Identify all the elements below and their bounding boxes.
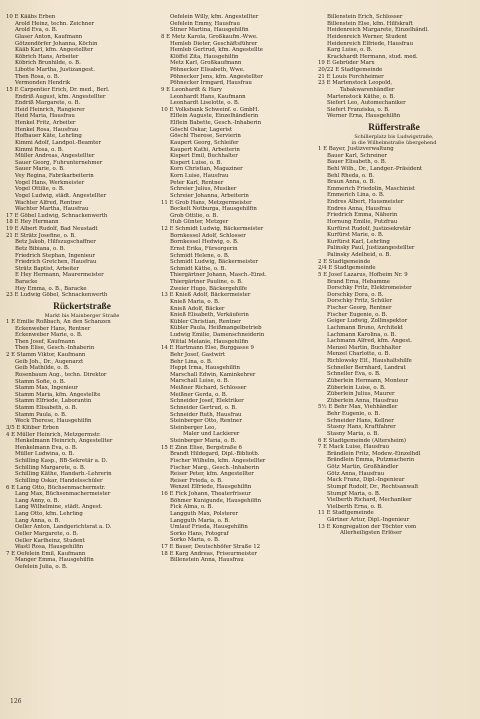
- resident-entry: Endriß August, kfm. Angestellter: [15, 93, 106, 100]
- resident-entry: Steinberger Otto, Rentner: [170, 418, 242, 425]
- resident-entry: Lang Wilhelmine, städt. Angest.: [15, 504, 103, 511]
- house-entry: 15 E Carpentier Erich, Dr. med., Berl.: [6, 86, 110, 93]
- house-entry: 2/4 E Stadtgemeinde: [318, 265, 376, 272]
- resident-entry: Kurfürst Rudolf, Justizsekretär: [327, 225, 411, 232]
- resident-entry: Klöffel Zita, Hausgehilfin: [170, 53, 239, 60]
- resident-entry: Vey Regina, Fabrikarbeiterin: [15, 173, 94, 179]
- house-entry: 1 E Emilie Roßbach, An den Schanzen: [6, 318, 111, 325]
- house-entry: 3/5 E Klüber Erben: [6, 424, 59, 431]
- resident-entry: Wachter Martha, Hausfrau: [15, 206, 89, 213]
- resident-entry: Ludwig Emilie, Damenschneiderin: [170, 332, 265, 338]
- resident-entry: Stiner Martina, Hausgehilfin: [170, 27, 249, 34]
- resident-entry: Hornung Emilie, Putzfrau: [327, 218, 398, 225]
- street-description: in die Wilhelmstraße übergehend: [351, 140, 437, 146]
- resident-entry: Steinberger Leo,: [170, 424, 217, 431]
- resident-entry: Heid Heinrich, Rangierer: [15, 106, 85, 113]
- resident-entry: Kispert Emil, Buchhalter: [170, 153, 238, 160]
- resident-entry: Elflein Babette, Gesch.-Inhaberin: [170, 120, 262, 126]
- resident-entry: Manger Emma, Hausgehilfin: [15, 557, 94, 564]
- house-entry: 6 E Stadtgemeinde (Altersheim): [318, 437, 406, 444]
- resident-entry: Heidenreich Margarete, Einzelhändl.: [327, 27, 429, 34]
- resident-entry: Heidenreich Werner, Student: [327, 33, 407, 40]
- house-entry: 2 E Stadtgemeinde: [318, 258, 371, 265]
- resident-entry: Wenzel Elfriede, Hausgehilfin: [170, 484, 252, 491]
- resident-entry: Knieß Maria, o. B.: [170, 298, 220, 305]
- resident-entry: Bauer Karl, Schreiner: [327, 152, 388, 159]
- resident-entry: Karg Luise, o. B.: [327, 47, 373, 54]
- resident-entry: Oeller Margarete, o. B.: [15, 530, 79, 537]
- resident-entry: Brandt Hildegard, Dipl.-Bibliotb.: [170, 451, 260, 458]
- resident-entry: Eckenweber Hans, Rentner: [15, 325, 91, 332]
- resident-entry-continued: Maler und Lackierer: [183, 431, 240, 438]
- resident-entry: E Hey Hermann, Maurermeister: [15, 272, 104, 279]
- resident-entry: Strätz Baptist, Arbeiter: [15, 265, 80, 272]
- resident-entry: Stamm Elisabeth, o. B.: [15, 405, 78, 411]
- house-entry: 13 E Kongregation der Töchter vom: [318, 523, 417, 530]
- resident-entry: Hub Günter, Metzger: [170, 219, 229, 226]
- resident-entry: Köbrich Hans, Arbeiter: [15, 53, 79, 60]
- resident-entry: Endres Albert, Hausmeister: [327, 199, 404, 205]
- resident-entry: Rosenbaum Aug., techn. Direktor: [15, 371, 107, 378]
- resident-entry: Henkelmann Heinrich, Angestellter: [15, 438, 113, 445]
- resident-entry: Leonhardt Hans, Kaufmann: [170, 93, 246, 100]
- resident-entry: Behr Lina, o. B.: [170, 358, 213, 365]
- house-entry: 21 E Louis Forchheimer: [318, 73, 384, 80]
- resident-entry: Kurfürst Karl, Lehrling: [327, 238, 390, 245]
- resident-entry: Schneider Josef, Elektriker: [170, 398, 244, 405]
- house-entry: 2 E Stamm Viktor, Kaufmann: [6, 352, 86, 358]
- house-entry: 17 E Bauer, Deutschhöfer Straße 12: [161, 544, 261, 550]
- resident-entry: Friedrich Emma, Näherin: [327, 212, 398, 219]
- resident-entry: Lachmann Alfred, kfm. Angest.: [327, 338, 412, 345]
- resident-entry: Stasny Maria, o. B.: [327, 430, 379, 437]
- street-description: Markt bis Mainberger Straße: [44, 312, 120, 319]
- resident-entry: Lang Max, Büchsenmachermeister: [15, 491, 111, 498]
- resident-entry: Schneider Ruth, Hausfrau: [170, 411, 242, 418]
- resident-entry: Schmidt Ludwig, Bäckermeister: [170, 259, 259, 266]
- resident-entry: Stamm Paula, o. B.: [15, 411, 67, 418]
- resident-entry: Fischer Wilhelm, kfm. Angestellter: [170, 457, 266, 464]
- resident-entry: Gärtner Artur, Dipl.-Ingenieur: [327, 517, 410, 523]
- resident-entry: Göschl Oskar, Lagerist: [170, 126, 232, 133]
- resident-entry: Fischer Eugenie, o. B.: [327, 311, 388, 318]
- resident-entry: Brand Erna, Hebamme: [327, 278, 390, 285]
- resident-entry: Baracke: [15, 279, 38, 285]
- resident-entry: Fischer Georg, Rentner: [327, 305, 392, 311]
- resident-entry: Schmidt Käthe, o. B.: [170, 265, 227, 272]
- resident-entry: Hey Emma, o. B., Baracke: [15, 285, 87, 292]
- resident-entry: Oeller Anton, Landgerichtsrat a. D.: [15, 524, 112, 531]
- resident-entry: Billenstein Erich, Schlosser: [327, 14, 403, 20]
- resident-entry: Steinberger Maria, o. B.: [170, 438, 237, 444]
- resident-entry: Fick Alma, o. B.: [170, 504, 214, 511]
- resident-entry-continued: Tabakwarenhändler: [340, 86, 395, 93]
- resident-entry: Endres Anna, Hausfrau: [327, 205, 391, 212]
- house-entry: 4 E Müller Heinrich, Metzgermstr.: [6, 431, 101, 438]
- resident-entry: Bornkessel Adolf, Schlosser: [170, 232, 246, 239]
- resident-entry: Billenstein Anna, Hausfrau: [170, 557, 244, 564]
- resident-entry: Reiser Peter, kfm. Angestellter: [170, 471, 254, 478]
- house-entry: 23 E Ludwig Göbel, Schnackenwerth: [6, 292, 108, 299]
- resident-entry: Martenstock Käthe, o. B.: [327, 93, 396, 100]
- resident-entry: Henkelmann Eva, o. B.: [15, 444, 78, 451]
- resident-entry: Kübler Paula, Heißmangelbetrieb: [170, 325, 262, 332]
- resident-entry: Schneider Hans, Kellner: [327, 417, 394, 424]
- house-entry: 5½ E Behr Max, Viehhändler: [318, 404, 398, 411]
- resident-entry: Pöhnecker Jens, kfm. Angestellter: [170, 73, 263, 80]
- resident-entry: Langguth Maria, o. B.: [170, 517, 230, 524]
- resident-entry: Mack Franz, Dipl.-Ingenieur: [327, 477, 405, 484]
- resident-entry: Brändlein Emma, Putzmacherin: [327, 457, 415, 464]
- resident-entry: Vielberth Richard, Mechaniker: [327, 497, 412, 504]
- resident-entry: Umlauf Frieda, Hausgehilfin: [170, 524, 248, 531]
- house-entry: 10 E Kääbs Erben: [6, 14, 56, 20]
- resident-entry: Korn Luise, Hausfrau: [170, 173, 229, 179]
- resident-entry: Endriß Margarete, o. B.: [15, 100, 81, 107]
- resident-entry: Behr Eugenie, o. B.: [327, 411, 381, 417]
- resident-entry: Müller Andreas, Angestellter: [15, 153, 95, 160]
- resident-entry: Oefelein Willy, kfm. Angestellter: [170, 14, 259, 20]
- resident-entry: Thiergärtner Pauline, o. B.: [170, 279, 243, 285]
- resident-entry: Brändlein Fritz, Modew.-Einzelhdl: [327, 450, 421, 457]
- resident-entry: Behr Josef, Gastwirt: [170, 351, 226, 358]
- resident-entry: Kübler Christian, Rentner: [170, 318, 241, 325]
- house-entry: 9 E Leonhardt & Hary: [161, 86, 222, 93]
- resident-entry: Betz Jakob, Hilfszugschaffner: [15, 239, 96, 246]
- resident-entry: Schreier Johanna, Arbeiterin: [170, 192, 249, 199]
- street-heading: Rüfferstraße: [368, 123, 420, 133]
- house-entry: 23 E Martenstock Leopold,: [318, 80, 393, 87]
- resident-entry: Sorko Maria, o. B.: [170, 537, 220, 544]
- resident-entry: Dorschky Fritz, Elektromeister: [327, 285, 412, 292]
- house-entry: 16 E Fick Johann, Theaterfriseur: [161, 491, 251, 497]
- house-entry: 11 E Grob Hans, Metzgermeister: [161, 199, 252, 206]
- resident-entry: Then Elise, Gesch.-Inhaberin: [15, 345, 95, 352]
- resident-entry: Kaupert Kathi, Arbeiterin: [170, 146, 240, 153]
- house-entry: 13 E Knieß Adolf, Bäckermeister: [161, 292, 251, 299]
- resident-entry: Züberlein Anna, Hausfrau: [327, 397, 399, 404]
- resident-entry: Geib Mathilde, o. B.: [15, 365, 70, 372]
- resident-entry: Götzendörfer Johanna, Köchin: [15, 40, 98, 47]
- house-entry: 6 E Lang Otto, Büchsenmachermstr.: [6, 484, 106, 491]
- resident-entry: Meißner Richard, Schlosser: [170, 385, 247, 391]
- column-right: [318, 14, 470, 537]
- resident-entry: Pöhnecker Elisabeth, Wwe.: [170, 67, 245, 73]
- resident-entry: Hemleb Dieter, Geschäftsführer: [170, 40, 258, 47]
- house-entry: 19 E Albert Rudolf, Bad Neustadt: [6, 226, 98, 232]
- resident-entry: Pöhnecker Irmgard, Hausfrau: [170, 80, 252, 87]
- resident-entry: Sauer Georg, Fuhrunternehmer: [15, 159, 103, 166]
- resident-entry: Kimmi Adolf, Landpol.-Beamter: [15, 139, 102, 146]
- resident-entry: Krackhardt Hermann, stud. med.: [327, 53, 418, 60]
- house-entry: 20/22 E Stadtgemeinde: [318, 67, 383, 73]
- house-entry: 12 E Schmidt Ludwig, Bäckermeister: [161, 226, 264, 232]
- house-entry: 11 E Stadtgemeinde: [318, 510, 374, 517]
- resident-entry: Köbrich Brunhilde, o. B.: [15, 60, 81, 67]
- resident-entry: Knieß Adolf, Bäcker: [170, 305, 225, 312]
- resident-entry: Reiser Frieda, o. B.: [170, 477, 223, 484]
- resident-entry: Stumpf Rudolf, Dr., Rechtsanwalt: [327, 483, 419, 490]
- resident-entry: Thiergärtner Johann, Masch.-Einst.: [170, 272, 267, 279]
- resident-entry: Müller Ludwina, o. B.: [15, 451, 75, 458]
- resident-entry: Menzel Charlotte, o. B.: [327, 351, 391, 358]
- resident-entry: Schneider Gertrud, o. B.: [170, 404, 237, 411]
- resident-entry: Oefelein Julia, o. B.: [15, 564, 68, 570]
- resident-entry: Vogel Ottilie, o. B.: [15, 186, 65, 193]
- resident-entry: Kääb Karl, kfm. Angestellter: [15, 47, 93, 54]
- resident-entry: Kispert Luise, o. B.: [170, 159, 223, 166]
- house-entry: 10 E Volksbank Schweinf. e. GmbH.: [161, 106, 260, 113]
- resident-entry: Schneller Eva, o. B.: [327, 371, 381, 378]
- resident-entry: Wastl Rosa, Hausgehilfin: [15, 544, 84, 551]
- resident-entry: Bornkessel Hedwig, o. B.: [170, 239, 239, 246]
- resident-entry: Peter Karl, Rentner: [170, 179, 224, 186]
- house-entry: 21 E Strätz Josefine, o. B.: [6, 232, 76, 239]
- resident-entry: Elflein Auguste, Einzelhändlerin: [170, 113, 259, 120]
- resident-entry: Kimmi Rosa, o. B.: [15, 146, 64, 153]
- resident-entry: Friedrich Gretchen, Hausfrau: [15, 259, 97, 266]
- resident-entry: Vermonden Hendrik: [15, 80, 71, 87]
- house-entry: 7 E Oefelein Emil, Kaufmann: [6, 550, 86, 557]
- resident-entry: Hemleb Gertrud, kfm. Angestellte: [170, 47, 263, 54]
- column-middle: [161, 14, 313, 564]
- resident-entry: Kurfürst Marie, o. B.: [327, 232, 384, 239]
- resident-entry: Sorko Hans, Fotograf: [170, 530, 229, 537]
- resident-entry: Oeller Karlheinz, Student: [15, 537, 85, 544]
- resident-entry: Vielberth Erna, o. B.: [327, 503, 383, 510]
- resident-entry: Lang Anna, o. B.: [15, 517, 61, 524]
- resident-entry: Oefelein Emmy, Hausfrau: [170, 20, 240, 27]
- resident-entry: Bauer Elisabeth, o. B.: [327, 159, 387, 166]
- resident-entry: Stumpf Maria, o. B.: [327, 490, 381, 497]
- resident-entry: Götz Anna, Hausfrau: [327, 470, 385, 477]
- street-description: Schillerplatz bis Ludwigstraße,: [354, 134, 434, 140]
- resident-entry: Kaupert Georg, Schleifer: [170, 139, 239, 146]
- house-entry: 7 E Mack Luise, Hausfrau: [318, 444, 390, 451]
- resident-entry: Knieß Elisabeth, Verkäuferin: [170, 312, 249, 319]
- resident-entry: Stamm Max, Ingenieur: [15, 385, 78, 392]
- resident-entry: Heidenreich Elfriede, Hausfrau: [327, 40, 414, 47]
- resident-entry: Dorschky Fritz, Schüler: [327, 298, 393, 305]
- street-heading: Rückertstraße: [53, 301, 111, 312]
- resident-entry: Böhmer Kunigunde, Hausgehilfin: [170, 497, 262, 504]
- resident-entry: Palinsky Paul, Justizangestellter: [327, 245, 415, 252]
- resident-entry: Hofbauer Käte, Lehrling: [15, 133, 82, 140]
- resident-entry: Göschl Therese, Servierin: [170, 133, 241, 140]
- resident-entry: Metz Karl, Großkaufmann: [170, 60, 242, 67]
- resident-entry: Fischer Marg., Gesch.-Inhaberin: [170, 464, 260, 471]
- resident-entry: Schilling Kasp., BB-Sekretär a. D.: [15, 458, 108, 464]
- resident-entry: Henkel Fritz, Arbeiter: [15, 120, 76, 126]
- resident-entry: Züberlein Hermann, Monteur: [327, 377, 409, 384]
- resident-entry: Züberlein Luise, o. B.: [327, 384, 386, 391]
- resident-entry: Siefert Franziska, o. B.: [327, 106, 390, 113]
- resident-entry: Betz Bibiana, o. B.: [15, 245, 66, 252]
- resident-entry: Sauer Marie, o. B.: [15, 166, 65, 173]
- resident-entry: Ernst Erika, Fürsorgerin: [170, 245, 238, 252]
- house-entry: 18 E Karg Andreas, Friseurmeister: [161, 550, 257, 557]
- resident-entry: Götz Martin, Großhändler: [327, 464, 399, 470]
- resident-entry: Lachmann Karolina, o. B.: [327, 331, 397, 338]
- house-entry: 19 E Gebrüder Marx: [318, 60, 375, 67]
- house-entry: 15 E Zinn Elise, Bergstraße 6: [161, 444, 242, 451]
- resident-entry: Wittal Melanie, Hausgehilfin: [170, 338, 249, 345]
- resident-entry: Lang Anny, o. B.: [15, 497, 60, 504]
- house-entry: 14 E Hartmann Else, Burggasse 9: [161, 345, 254, 352]
- resident-entry: Heppt Irma, Hausgehilfin: [170, 365, 240, 372]
- resident-entry-continued: Allerheiligsten Erlöser: [340, 530, 402, 537]
- resident-entry: Stasny Hans, Kraftfahrer: [327, 424, 396, 431]
- resident-entry: Billenstein Else, kfm. Hilfskraft: [327, 20, 413, 27]
- resident-entry: Schreier Julius, Musiker: [170, 186, 237, 193]
- resident-entry: Geiger Ludwig, Zollinspektor: [327, 318, 408, 325]
- resident-entry: Meißner Gerda, o. B.: [170, 391, 228, 398]
- resident-entry: Züberlein Julius, Maurer: [327, 391, 395, 398]
- resident-entry: Schneller Bernhard, Landrat: [327, 364, 406, 371]
- resident-entry: Friedrich Stephan, Ingenieur: [15, 252, 95, 259]
- resident-entry: Glaser Anton, Kaufmann: [15, 33, 83, 40]
- resident-entry: Dorschky Dora, o. B.: [327, 291, 384, 298]
- house-entry: 1 E Bayer, Justizverwaltung: [318, 146, 394, 152]
- resident-entry: Menzel Martin, Buchhalter: [327, 344, 402, 351]
- resident-entry: Geib Joh., Dr., Augenarzt: [15, 358, 84, 365]
- resident-entry: Leonhardt Liselotte, o. B.: [170, 100, 240, 107]
- resident-entry: Stamm Maria, kfm. Angestellte: [15, 391, 101, 398]
- resident-entry: Schilling Oskar, Handelsschüler: [15, 477, 103, 484]
- resident-entry: Schilling Margarete, o. B.: [15, 464, 86, 471]
- resident-entry: Marschall Edwin, Kaminkehrer: [170, 371, 256, 378]
- column-left: [6, 14, 158, 571]
- resident-entry: Werner Erna, Hausgehilfin: [327, 113, 401, 120]
- house-entry: 5 E Josef Lazarus, Hofheim Nr. 9: [318, 271, 408, 278]
- resident-entry: Emmerich Lina, o. B.: [327, 192, 385, 199]
- resident-entry: Schilling Käthe, Handarb.-Lehrerin: [15, 471, 112, 478]
- resident-entry: Stamm Sofie, o. B.: [15, 378, 66, 385]
- resident-entry: Behl Rheda, o. B.: [327, 172, 375, 179]
- page-number: 126: [10, 698, 22, 705]
- resident-entry: Zweier Hugo, Bäckergehilfe: [170, 285, 248, 292]
- resident-entry: Wachter Alfred, Rentner: [15, 199, 82, 206]
- resident-entry: Behl Wilh., Dr., Landger.-Präsident: [327, 165, 423, 172]
- house-entry: 8 E Metz Karola, Großkaufm.-Wwe.: [161, 33, 258, 40]
- resident-entry: Then Josef, Kaufmann: [15, 338, 76, 345]
- resident-entry: Weck Therese, Hausgehilfin: [15, 418, 92, 425]
- resident-entry: Arold Heinz, techn. Zeichner: [15, 20, 95, 27]
- resident-entry: Lang Otto, kfm. Lehrling: [15, 511, 83, 517]
- resident-entry: Emmerich Friedolin, Maschinist: [327, 185, 415, 192]
- resident-entry: Siefert Leo, Automechaniker: [327, 100, 406, 107]
- resident-entry: Braun Anna, o. B.: [327, 179, 376, 186]
- resident-entry: Eckenweber Marie, o. B.: [15, 332, 83, 339]
- resident-entry: Heid Maria, Hausfrau: [15, 113, 75, 120]
- resident-entry: Marschall Luise, o. B.: [170, 378, 230, 385]
- resident-entry: Schmidt Helene, o. B.: [170, 252, 230, 259]
- resident-entry: Then Rosa, o. B.: [15, 73, 60, 80]
- resident-entry: Grob Ottilie, o. B.: [170, 212, 219, 219]
- resident-entry: Vogel Hans, Werkmeister: [15, 179, 85, 186]
- resident-entry: Richlowsky Elf., Haushaltshilfe: [327, 358, 412, 364]
- resident-entry: Lachmann Bruno, Architekt: [327, 324, 403, 331]
- resident-entry: Libotte Martha, Justizangest.: [15, 67, 95, 73]
- resident-entry: Henkel Rosa, Hausfrau: [15, 126, 79, 133]
- resident-entry: Arold Eva, o. B.: [15, 27, 58, 34]
- resident-entry: Vogel Ludwig, städt. Angestellter: [15, 192, 107, 199]
- house-entry: 17 E Göbel Ludwig, Schnackenwerth: [6, 212, 108, 219]
- house-entry: 18 E Hey Hermann: [6, 219, 59, 226]
- resident-entry: Korn Christian, Magaziner: [170, 166, 243, 173]
- resident-entry: Stamm Elfriede, Laborantin: [15, 398, 92, 405]
- resident-entry: Palinsky Adelheid, o. B.: [327, 252, 392, 258]
- resident-entry: Bockelt Notburga, Hausgehilfin: [170, 206, 257, 213]
- resident-entry: Langguth Max, Polsterer: [170, 510, 239, 517]
